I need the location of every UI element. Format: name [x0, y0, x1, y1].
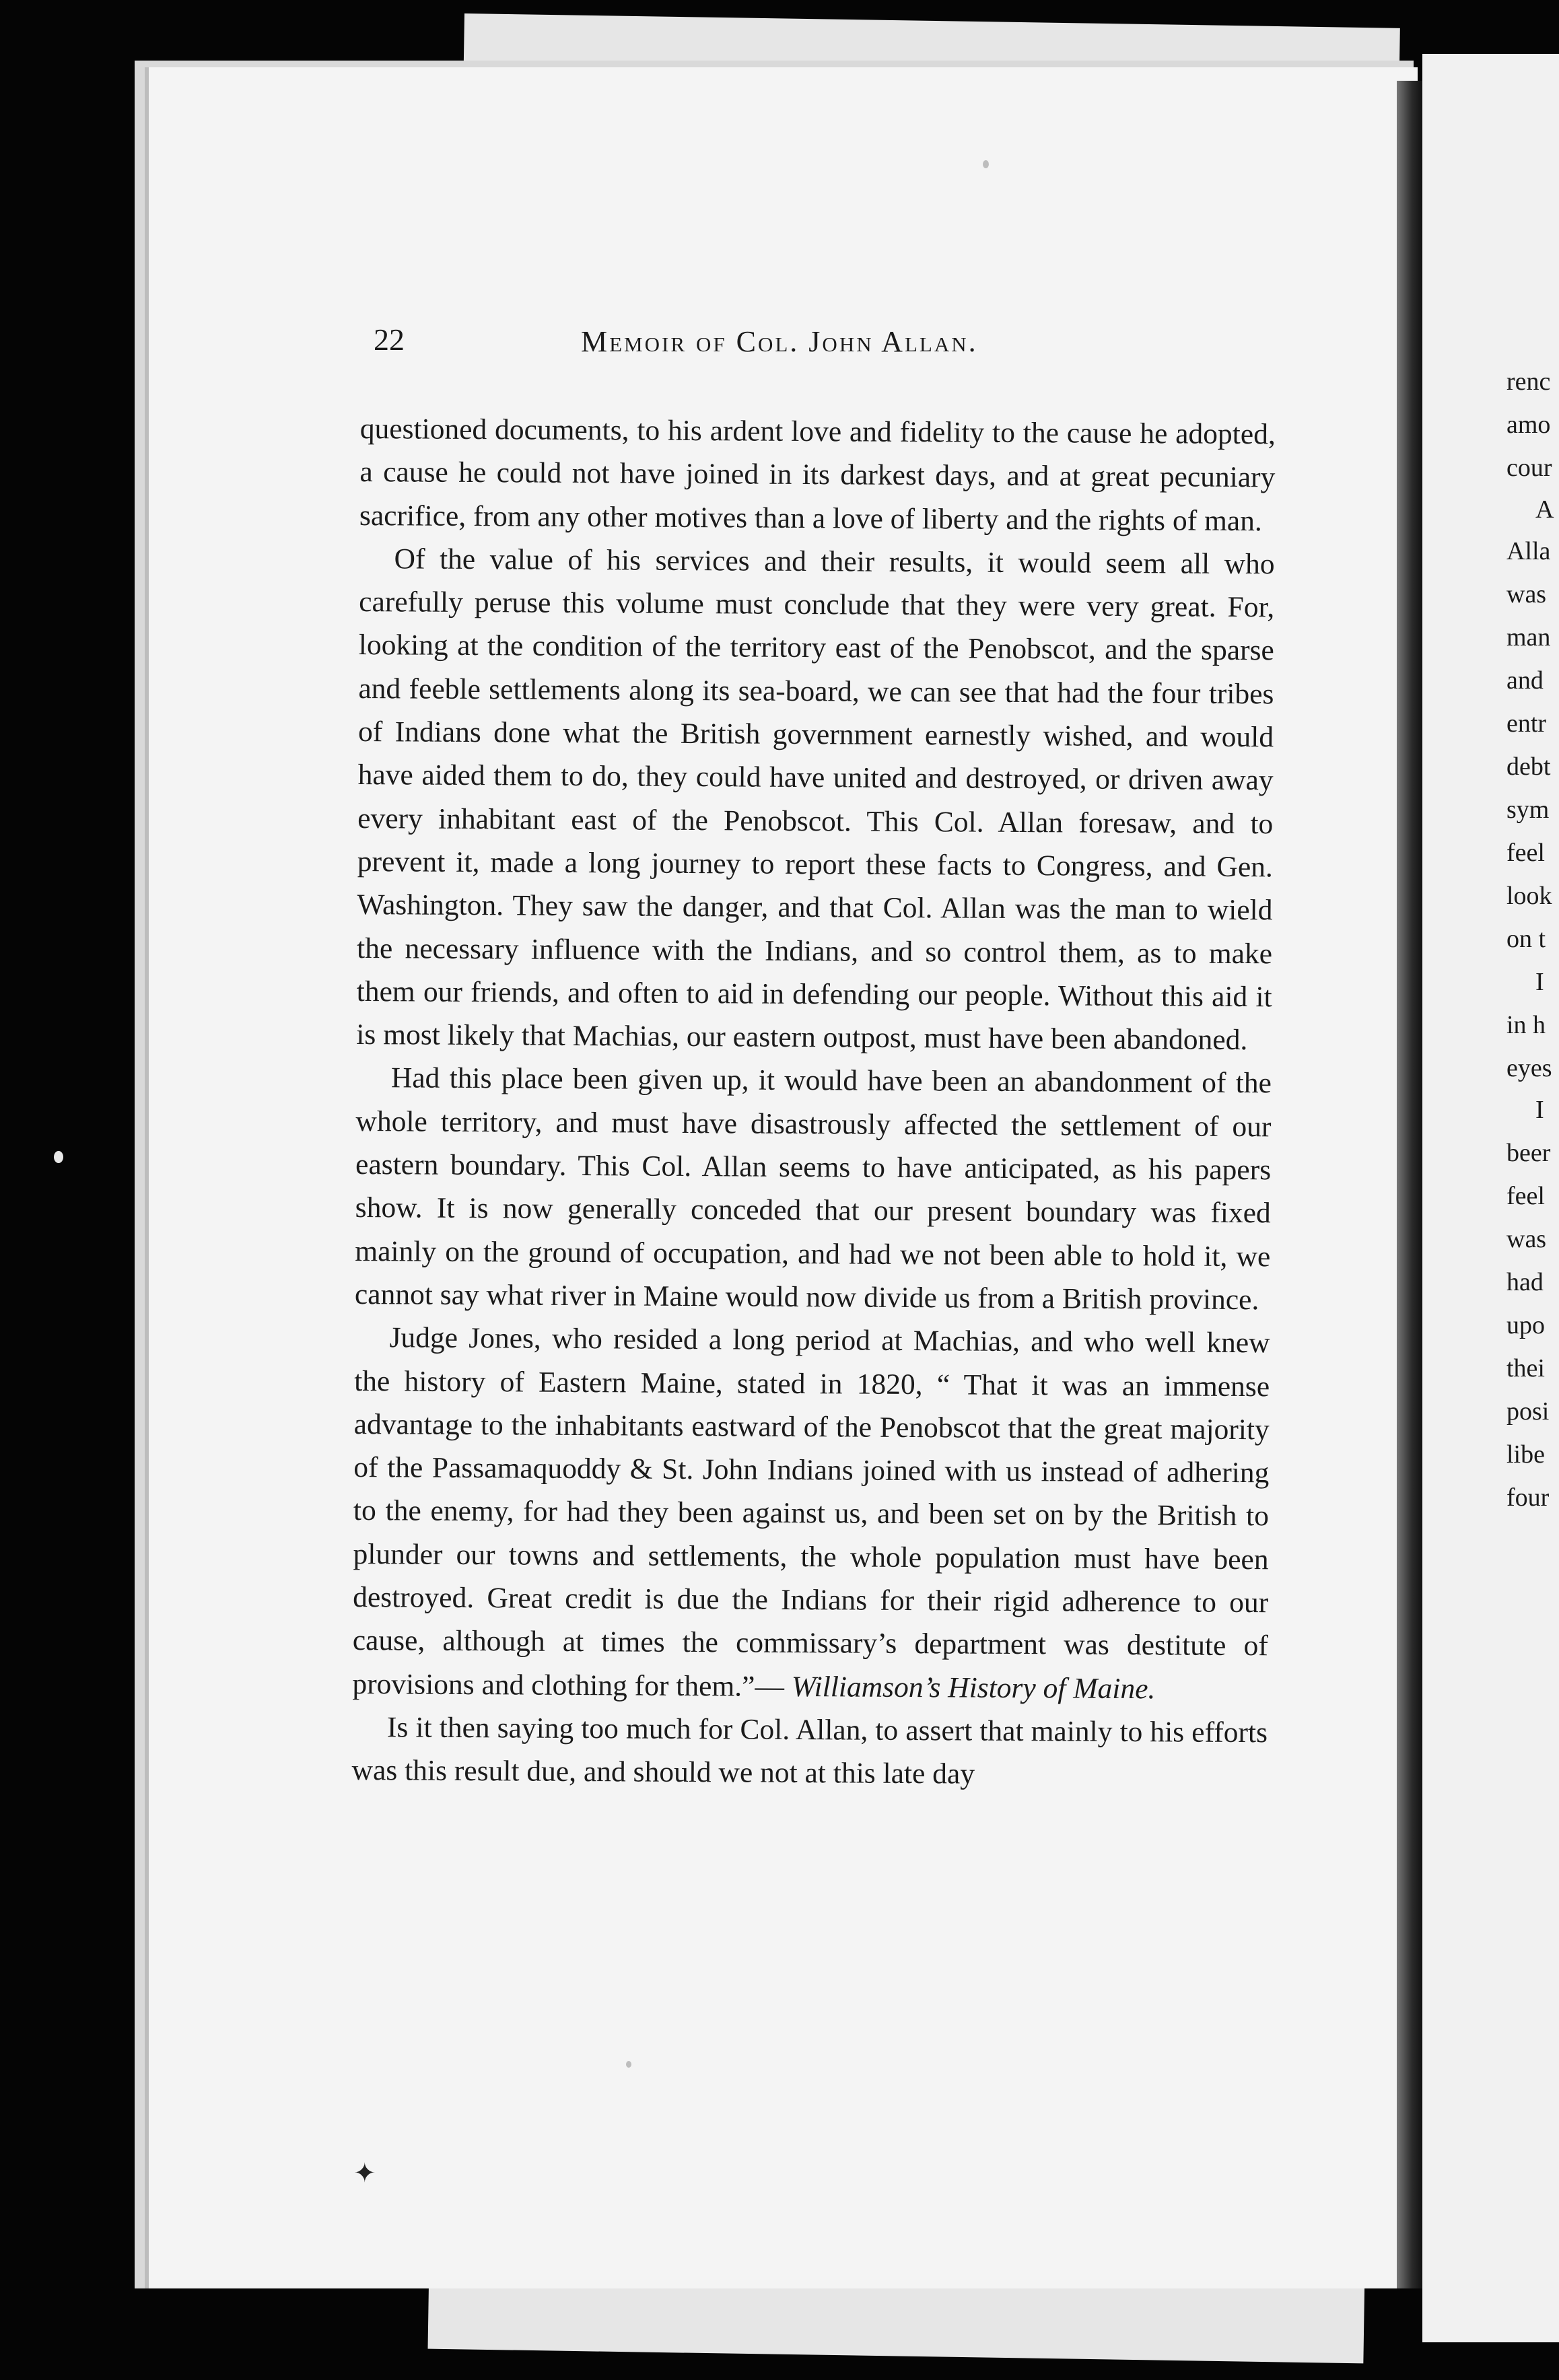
facing-page-line: libe — [1506, 1440, 1545, 1469]
facing-page-line: beer — [1506, 1139, 1551, 1167]
paper-speck — [626, 2061, 631, 2068]
facing-page — [1422, 54, 1559, 2342]
facing-page-line: posi — [1506, 1397, 1550, 1426]
facing-page-line: had — [1506, 1268, 1544, 1296]
running-head: Memoir of Col. John Allan. — [581, 325, 978, 358]
body-text — [351, 407, 1276, 1798]
facing-page-line: four — [1506, 1483, 1550, 1512]
facing-page-line: entr — [1506, 709, 1547, 738]
paragraph-4 — [352, 1316, 1270, 1711]
paper-speck — [983, 160, 989, 168]
facing-page-line: was — [1506, 1225, 1547, 1253]
facing-page-line: eyes — [1506, 1054, 1552, 1082]
facing-page-line: thei — [1506, 1354, 1545, 1382]
facing-page-line: on t — [1506, 925, 1546, 953]
page-number: 22 — [374, 322, 405, 357]
page-header — [374, 322, 1272, 369]
facing-page-line: upo — [1506, 1311, 1545, 1339]
facing-page-line: feel — [1506, 839, 1545, 867]
facing-page-line: sym — [1506, 796, 1550, 824]
facing-page-line: Alla — [1506, 537, 1551, 565]
facing-page-line: I — [1535, 1096, 1544, 1124]
facing-page-line: and — [1506, 666, 1544, 695]
facing-page-line: feel — [1506, 1182, 1545, 1210]
paragraph-1: questioned documents, to his ardent love and fidelity to the cause he adopted, a cause he could not have joined in its darkest days, and at great pecuniary sacrifice, from any other motives than a love of liberty and the rights of man. — [359, 412, 1276, 537]
facing-page-line: debt — [1506, 753, 1551, 781]
paragraph-2: Of the value of his services and their results, it would seem all who carefully peruse this volume must conclude that they were very great. For, looking at the condition of the territory east of the Penobscot, and the sparse and feeble settlements along its sea-board, we can see that had the four tribes of Indians done what the British government earnestly wished, and would have aided them to do, they could have united and destroyed, or driven away every inhabitant east of the Penobscot. This Col. Allan foresaw, and to prevent it, made a long journey to report these facts to Congress, and Gen. Washington. They saw the danger, and that Col. Allan was the man to wield the necessary influence with the Indians, and so control them, as to make them our friends, and often to aid in defending our people. Without this aid it is most likely that Machias, our eastern outpost, must have been abandoned. — [356, 542, 1275, 1057]
facing-page-line: in h — [1506, 1011, 1546, 1039]
facing-page-line: was — [1506, 580, 1547, 608]
facing-page-line: I — [1535, 968, 1544, 996]
facing-page-line: cour — [1506, 454, 1552, 482]
facing-page-line: renc — [1506, 368, 1551, 396]
quotation-text: Judge Jones, who resided a long period at Machias, and who well knew the history of Eastern Maine, stated in 1820, “ That it was an immense advantage to the inhabitants eastward of the Penobscot that the great majority of the Passamaquoddy & St. John Indians joined with us instead of adhering to the enemy, for had they been against us, and been set on by the British to plunder our towns and settlements, the whole population must have been destroyed. Great credit is due the Indians for their rigid adherence to our cause, although at times the commissary’s department was destitute of provisions and clothing for them.”— — [352, 1321, 1270, 1703]
book-gutter — [1397, 81, 1422, 2288]
facing-page-line: A — [1535, 495, 1554, 524]
facing-page-line: amo — [1506, 411, 1551, 439]
ornament-mark: ✦ — [353, 2158, 376, 2188]
facing-page-line: look — [1506, 882, 1552, 910]
paper-speck — [54, 1151, 63, 1163]
citation: Williamson’s History of Maine. — [784, 1670, 1156, 1705]
paragraph-3: Had this place been given up, it would have been an abandonment of the whole territory, and must have disastrously affected the settlement of our eastern boundary. This Col. Allan seems to have anticipated, as his papers show. It is now generally conceded that our present boundary was fixed mainly on the ground of occupation, and had we not been able to hold it, we cannot say what river in Maine would now divide us from a British province. — [354, 1061, 1272, 1317]
paragraph-5: Is it then saying too much for Col. Allan, to assert that mainly to his efforts was this result due, and should we not at this late day — [351, 1711, 1268, 1790]
facing-page-line: man — [1506, 623, 1551, 652]
